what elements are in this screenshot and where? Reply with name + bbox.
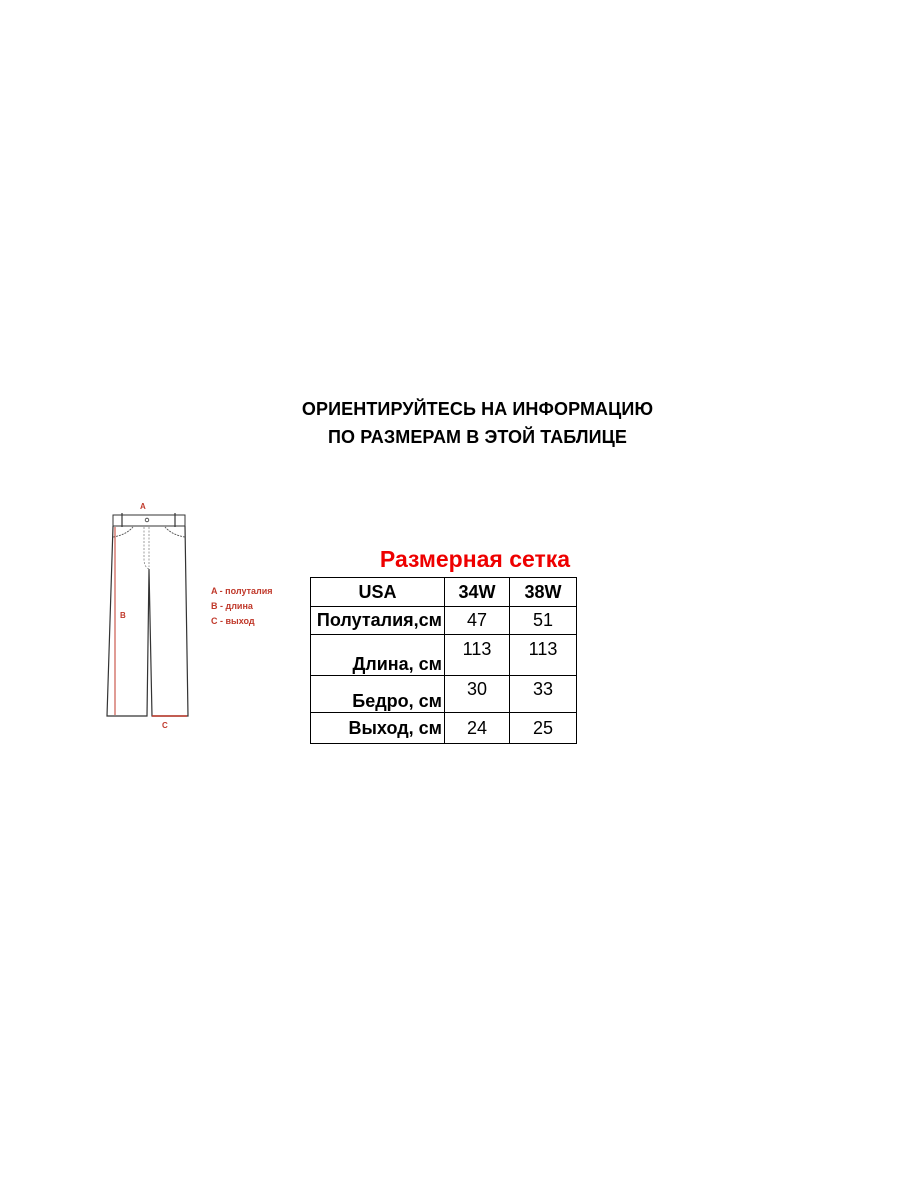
legend-item-b: B - длина xyxy=(211,601,253,611)
button-icon xyxy=(145,518,149,522)
fly-stitch xyxy=(144,527,149,569)
heading-line-1: ОРИЕНТИРУЙТЕСЬ НА ИНФОРМАЦИЮ xyxy=(301,399,654,419)
pants-outline xyxy=(107,526,188,716)
row-label-leg-opening: Выход, см xyxy=(311,713,445,744)
row-label-half-waist: Полуталия,см xyxy=(311,607,445,635)
size-table xyxy=(310,577,577,744)
label-c: C xyxy=(162,721,168,730)
label-a: A xyxy=(140,502,146,511)
table-row xyxy=(311,713,577,744)
measurement-legend xyxy=(211,584,273,629)
header-38w: 38W xyxy=(510,578,577,607)
heading-line-2: ПО РАЗМЕРАМ В ЭТОЙ ТАБЛИЦЕ xyxy=(327,427,628,447)
pocket-left xyxy=(113,527,133,537)
cell-value: 51 xyxy=(510,607,577,635)
label-b: B xyxy=(120,611,126,620)
table-row xyxy=(311,607,577,635)
legend-item-a: A - полуталия xyxy=(211,586,273,596)
row-label-hip: Бедро, см xyxy=(311,676,445,713)
cell-value: 24 xyxy=(445,713,510,744)
cell-value: 47 xyxy=(445,607,510,635)
cell-value: 113 xyxy=(445,635,510,676)
cell-value: 113 xyxy=(510,635,577,676)
size-chart-title: Размерная сетка xyxy=(379,546,571,572)
size-table-header-row xyxy=(311,578,577,607)
cell-value: 25 xyxy=(510,713,577,744)
pocket-right xyxy=(165,527,185,537)
header-usa: USA xyxy=(311,578,445,607)
table-row xyxy=(311,635,577,676)
cell-value: 30 xyxy=(445,676,510,713)
cell-value: 33 xyxy=(510,676,577,713)
header-34w: 34W xyxy=(445,578,510,607)
row-label-length: Длина, см xyxy=(311,635,445,676)
legend-item-c: C - выход xyxy=(211,616,255,626)
table-row xyxy=(311,676,577,713)
